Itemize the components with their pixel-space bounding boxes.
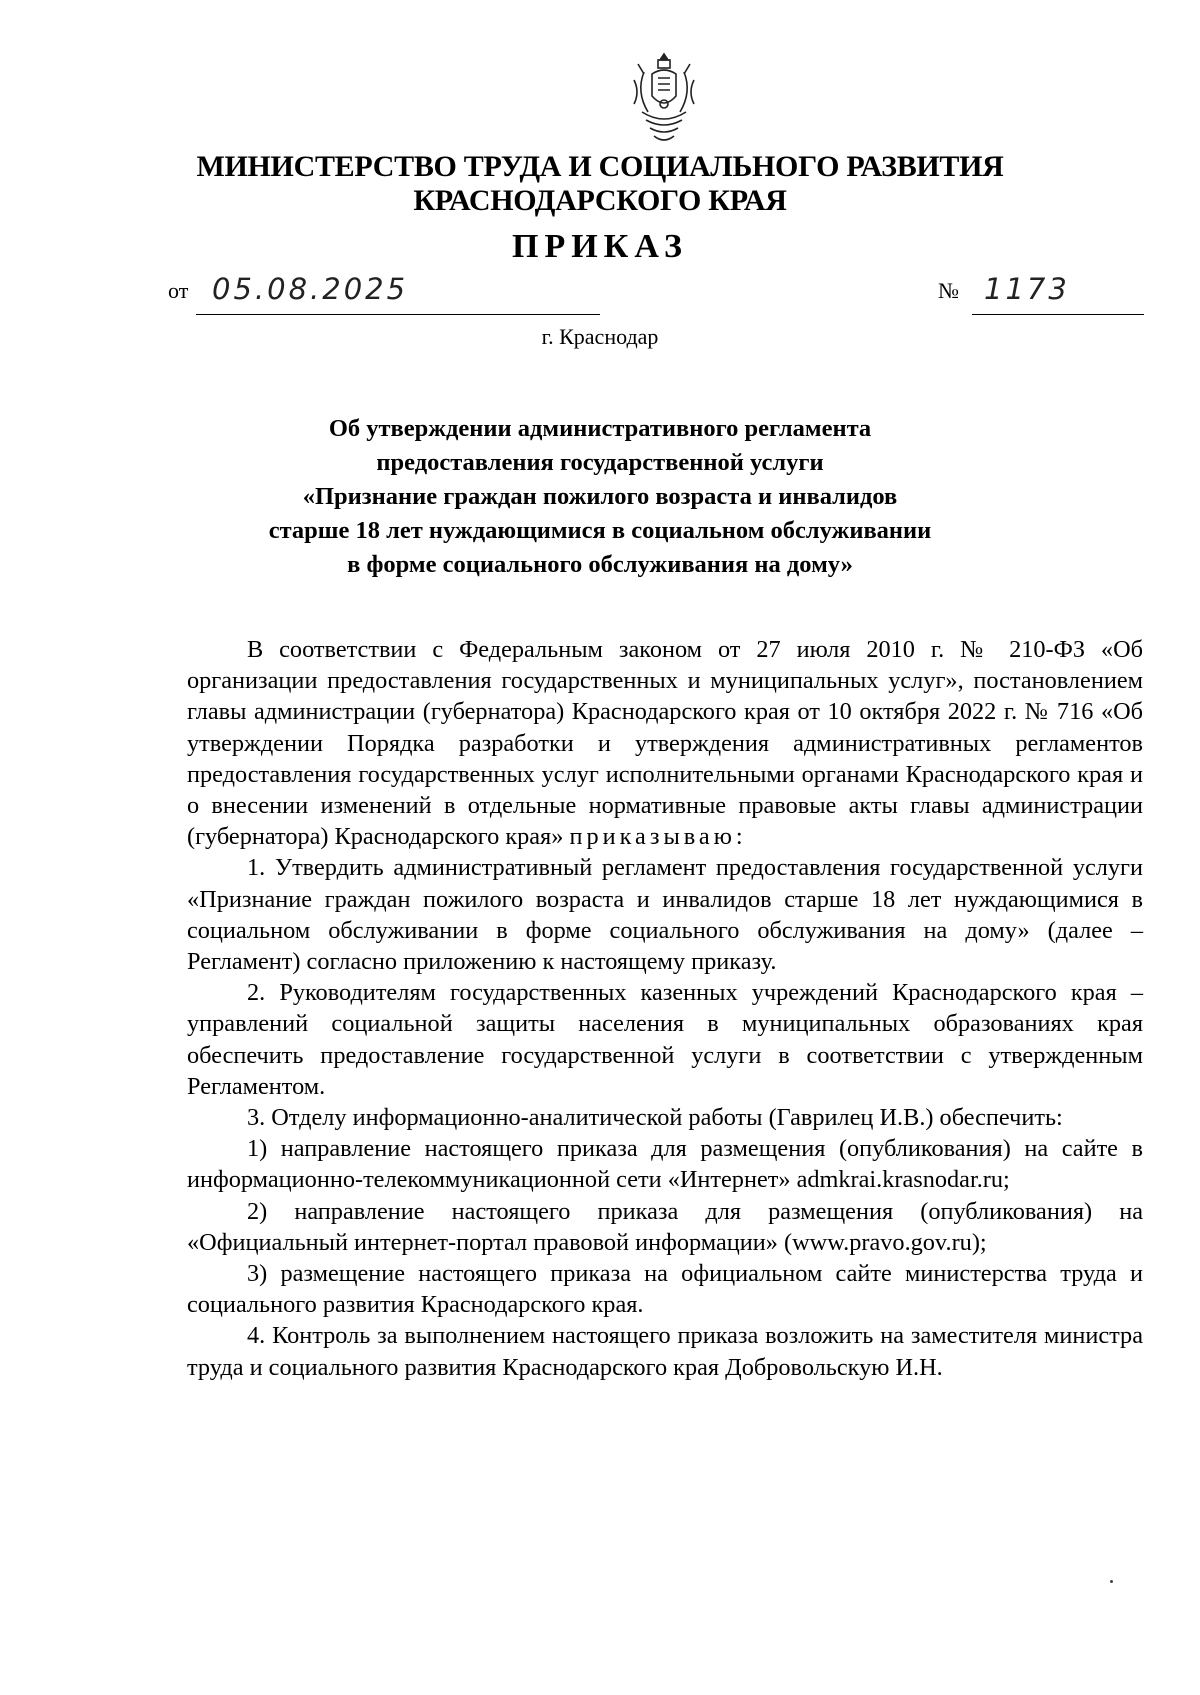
paragraph-2: 2. Руководителям государственных казенных учреждений Краснодарского края – управлений социальной защиты населения в муниципальных образованиях края обеспечить предоставление государственной услуги в соответствии с утвержденным Регламентом.: [187, 979, 1143, 1100]
ministry-name-line1: МИНИСТЕРСТВО ТРУДА И СОЦИАЛЬНОГО РАЗВИТИЯ: [196, 150, 1004, 183]
paragraph-3-1: 1) направление настоящего приказа для размещения (опубликования) на сайте в информационно-телекоммуникационной сети «Интернет» admkrai.krasnodar.ru;: [187, 1135, 1143, 1194]
paragraph-1: 1. Утвердить административный регламент предоставления государственной услуги «Признание граждан пожилого возраста и инвалидов старше 18 лет нуждающимися в социальном обслуживании в форме социального обслуживания на дому» (далее – Регламент) согласно приложению к настоящему приказу.: [187, 854, 1143, 976]
paragraph-3-2: 2) направление настоящего приказа для размещения (опубликования) на «Официальный интернет-портал правовой информации» (www.pravo.gov.ru);: [187, 1197, 1143, 1256]
subject-line: «Признание граждан пожилого возраста и инвалидов: [302, 483, 898, 510]
paragraph-3-3: 3) размещение настоящего приказа на официальном сайте министерства труда и социального развития Краснодарского края.: [187, 1260, 1143, 1319]
order-word: приказываю:: [569, 823, 747, 851]
date-underline: [196, 314, 600, 315]
order-date: [168, 272, 409, 318]
paragraph-3: 3. Отделу информационно-аналитической работы (Гаврилец И.В.) обеспечить:: [247, 1104, 1063, 1132]
order-title: ПРИКАЗ: [512, 228, 688, 265]
paragraph-4: 4. Контроль за выполнением настоящего приказа возложить на заместителя министра труда и социального развития Краснодарского края Добровольскую И.Н.: [187, 1322, 1143, 1381]
page-mark: [1110, 1580, 1113, 1583]
number-prefix: №: [938, 278, 959, 303]
date-prefix: от: [168, 278, 189, 303]
order-number: [938, 272, 1070, 318]
preamble-text: В соответствии с Федеральным законом от 27 июля 2010 г. № 210-ФЗ «Об организации предоставления государственных и муниципальных услуг», постановлением главы администрации (губернатора) Краснодарского края от 10 октября 2022 г. № 716 «Об утверждении Порядка разработки и утверждения административных регламентов предоставления государственных услуг исполнительными органами Краснодарского края и о внесении изменений в отдельные нормативные правовые акты главы администрации (губернатора) Краснодарского края»: [187, 636, 1143, 851]
number-underline: [972, 314, 1144, 315]
coat-of-arms-emblem: [624, 50, 704, 150]
order-body: [187, 634, 1143, 1383]
number-value: 1173: [984, 272, 1070, 306]
subject-line: предоставления государственной услуги: [376, 449, 824, 476]
subject-line: в форме социального обслуживания на дому»: [347, 551, 853, 578]
ministry-name-line2: КРАСНОДАРСКОГО КРАЯ: [413, 184, 787, 217]
city: г. Краснодар: [541, 324, 659, 349]
ministry-name: [0, 150, 1200, 218]
subject-line: старше 18 лет нуждающимися в социальном обслуживании: [268, 517, 932, 544]
preamble-paragraph: [187, 634, 1143, 852]
subject-line: Об утверждении административного регламента: [328, 415, 872, 442]
order-subject: [180, 412, 1020, 582]
date-value: 05.08.2025: [212, 272, 409, 306]
